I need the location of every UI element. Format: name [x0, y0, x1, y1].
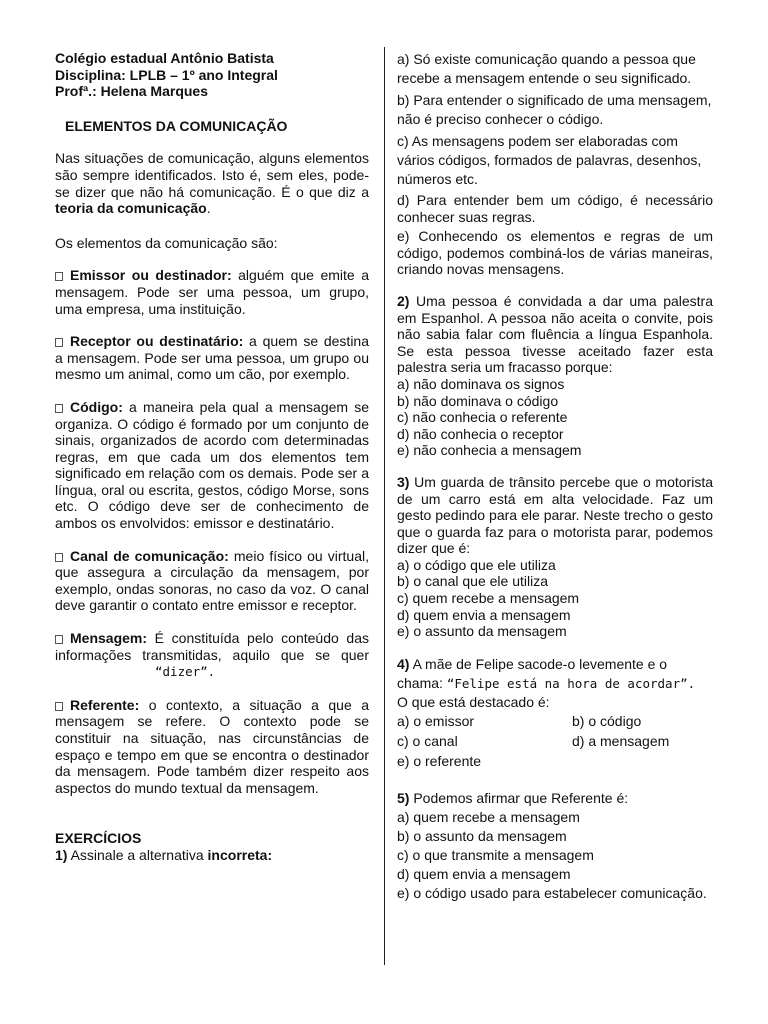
q5-option-e: e) o código usado para estabelecer comunicação. — [397, 884, 707, 901]
question-4-text: 4) A mãe de Felipe sacode-o levemente e o chama: “Felipe está na hora de acordar”. — [397, 655, 696, 691]
subject-line: Disciplina: LPLB – 1º ano Integral — [55, 66, 278, 83]
q1-option-a: a) Só existe comunicação quando a pessoa que recebe a mensagem entende o seu significado. — [397, 51, 696, 86]
checkbox-icon — [55, 635, 63, 644]
checkbox-icon — [55, 553, 63, 562]
q3-option-d: d) quem envia a mensagem — [397, 606, 571, 623]
q2-option-c: c) não conhecia o referente — [397, 409, 568, 426]
element-emissor: Emissor ou destinador: alguém que emite a mensagem. Pode ser uma pessoa, um grupo, uma empresa, uma instituição. — [55, 267, 370, 317]
q2-option-d: d) não conhecia o receptor — [397, 425, 564, 442]
q3-option-b: b) o canal que ele utiliza — [397, 573, 548, 590]
right-column — [397, 50, 713, 903]
q5-option-d: d) quem envia a mensagem — [397, 865, 571, 882]
question-2 — [397, 293, 713, 459]
element-referente: Referente: o contexto, a situação a que a mensagem se refere. O contexto pode se constituir na situação, nas circunstâncias de espaço e tempo em que se encontra o destinador da mensagem. Pode também dizer respeito aos aspectos do mundo textual da mensagem. — [55, 696, 369, 796]
checkbox-icon — [55, 404, 63, 413]
checkbox-icon — [55, 702, 63, 711]
page-title: ELEMENTOS DA COMUNICAÇÃO — [65, 117, 288, 134]
question-5-text: 5) Podemos afirmar que Referente é: — [397, 789, 629, 806]
teacher-line: Profª.: Helena Marques — [55, 83, 208, 100]
exercises-heading: EXERCÍCIOS — [55, 830, 142, 847]
q4-option-b: b) o código — [572, 712, 642, 729]
left-column — [55, 50, 369, 864]
element-receptor: Receptor ou destinatário: a quem se destina a mensagem. Pode ser uma pessoa, um grupo ou mesmo um animal, como um cão, por exemplo. — [55, 333, 369, 383]
elements-intro: Os elementos da comunicação são: — [55, 234, 278, 251]
q1-option-e: e) Conhecendo os elementos e regras de um código, podemos combiná-los de várias maneiras, criando novas mensagens. — [397, 228, 713, 278]
q1-option-b: b) Para entender o significado de uma mensagem, não é preciso conhecer o código. — [397, 92, 712, 127]
q3-option-e: e) o assunto da mensagem — [397, 623, 567, 640]
question-2-text: 2) Uma pessoa é convidada a dar uma palestra em Espanhol. A pessoa não aceita o convite, pois não sabia falar com fluência a língua Espanhola. Se esta pessoa tivesse aceitado fazer esta palestra seria um fracasso porque: — [397, 292, 713, 376]
question-1-prompt: 1) Assinale a alternativa incorreta: — [55, 846, 273, 863]
question-4 — [397, 655, 713, 771]
element-mensagem: Mensagem: É constituída pelo conteúdo das informações transmitidas, aquilo que se quer“dizer”. — [55, 630, 369, 680]
q2-option-e: e) não conhecia a mensagem — [397, 442, 582, 459]
question-3-text: 3) Um guarda de trânsito percebe que o motorista de um carro está em alta velocidade. Faz um gesto pedindo para ele parar. Neste trecho o gesto que o guarda faz para o motorista parar, podemos dizer que é: — [397, 473, 713, 557]
question-4-question: O que está destacado é: — [397, 693, 550, 710]
checkbox-icon — [55, 272, 63, 281]
question-3 — [397, 474, 713, 640]
q4-option-c: c) o canal — [397, 732, 458, 749]
q3-option-a: a) o código que ele utiliza — [397, 556, 556, 573]
q4-options-grid — [397, 712, 713, 771]
q1-option-c: c) As mensagens podem ser elaboradas com vários códigos, formados de palavras, desenhos, números etc. — [397, 133, 702, 187]
q4-option-d: d) a mensagem — [572, 732, 670, 749]
school-name: Colégio estadual Antônio Batista — [55, 50, 274, 66]
element-canal: Canal de comunicação: meio físico ou virtual, que assegura a circulação da mensagem, por exemplo, ondas sonoras, no caso da voz. O canal deve garantir o contato entre emissor e receptor. — [55, 547, 369, 614]
q4-option-e: e) o referente — [397, 752, 482, 769]
q3-option-c: c) quem recebe a mensagem — [397, 590, 580, 607]
q5-option-a: a) quem recebe a mensagem — [397, 808, 580, 825]
question-1-options — [397, 50, 713, 278]
column-divider — [384, 47, 385, 965]
q2-option-b: b) não dominava o código — [397, 392, 559, 409]
intro-paragraph: Nas situações de comunicação, alguns elementos são sempre identificados. Isto é, sem eles, pode-se dizer que não há comunicação. É o que diz a teoria da comunicação. — [55, 150, 369, 217]
q1-option-d: d) Para entender bem um código, é necessário conhecer suas regras. — [397, 192, 713, 225]
q5-option-c: c) o que transmite a mensagem — [397, 846, 594, 863]
checkbox-icon — [55, 338, 63, 347]
element-codigo: Código: a maneira pela qual a mensagem se organiza. O código é formado por um conjunto de sinais, organizados de acordo com determinadas regras, em que cada um dos elementos tem significado em relação com os demais. Pode ser a língua, oral ou escrita, gestos, código Morse, sons etc. O código deve ser de conhecimento de ambos os envolvidos: emissor e destinatário. — [55, 398, 369, 532]
question-5 — [397, 789, 713, 903]
q2-option-a: a) não dominava os signos — [397, 375, 565, 392]
q5-option-b: b) o assunto da mensagem — [397, 827, 567, 844]
q4-option-a: a) o emissor — [397, 712, 475, 729]
